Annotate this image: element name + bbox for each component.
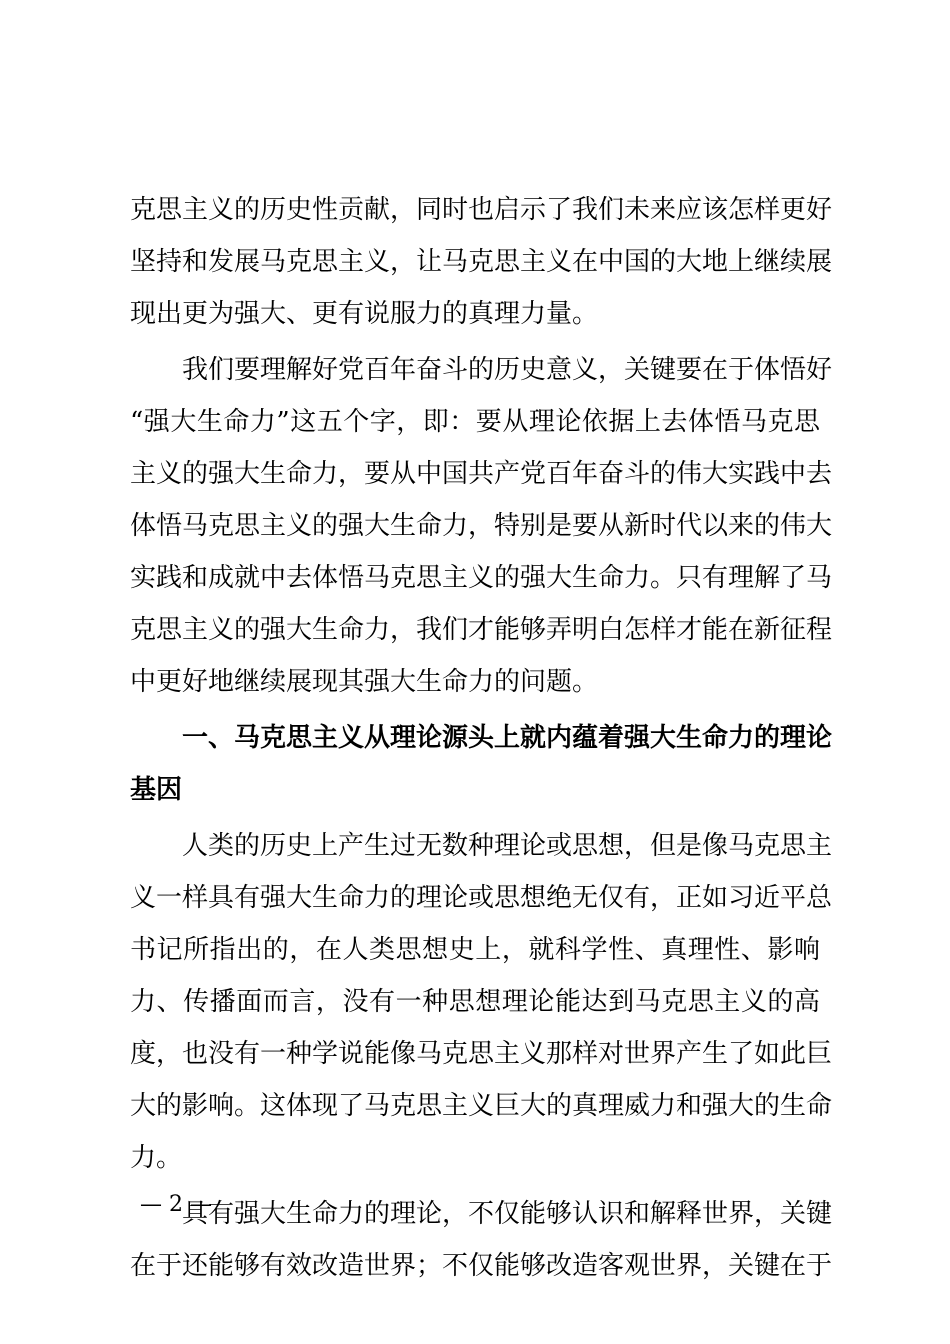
paragraph-line: “强大生命力”这五个字，即：要从理论依据上去体悟马克思 — [130, 407, 820, 437]
section-heading: 一、马克思主义从理论源头上就内蕴着强大生命力的理论 — [182, 723, 833, 753]
paragraph-line: 力。 — [130, 1143, 183, 1173]
paragraph-line: 现出更为强大、更有说服力的真理力量。 — [130, 299, 599, 329]
document-body — [130, 184, 833, 1292]
paragraph-line: 坚持和发展马克思主义，让马克思主义在中国的大地上继续展 — [130, 247, 833, 277]
paragraph-line: 中更好地继续展现其强大生命力的问题。 — [130, 667, 599, 697]
paragraph-line: 力、传播面而言，没有一种思想理论能达到马克思主义的高 — [130, 987, 820, 1017]
section-heading: 基因 — [130, 775, 183, 805]
paragraph-line: 书记所指出的，在人类思想史上，就科学性、真理性、影响 — [130, 935, 820, 965]
paragraph-line: 实践和成就中去体悟马克思主义的强大生命力。只有理解了马 — [130, 563, 833, 593]
paragraph-line: 克思主义的历史性贡献，同时也启示了我们未来应该怎样更好 — [130, 195, 833, 225]
paragraph-line: 度，也没有一种学说能像马克思主义那样对世界产生了如此巨 — [130, 1039, 833, 1069]
paragraph-line: 体悟马克思主义的强大生命力，特别是要从新时代以来的伟大 — [130, 511, 833, 541]
page-number: — 2 — — [140, 1192, 212, 1217]
paragraph-line: 我们要理解好党百年奋斗的历史意义，关键要在于体悟好 — [182, 355, 833, 385]
paragraph-line: 具有强大生命力的理论，不仅能够认识和解释世界，关键 — [182, 1199, 833, 1229]
paragraph-line: 主义的强大生命力，要从中国共产党百年奋斗的伟大实践中去 — [130, 459, 833, 489]
paragraph-line: 义一样具有强大生命力的理论或思想绝无仅有，正如习近平总 — [130, 883, 833, 913]
paragraph-line: 克思主义的强大生命力，我们才能够弄明白怎样才能在新征程 — [130, 615, 833, 645]
paragraph-line: 大的影响。这体现了马克思主义巨大的真理威力和强大的生命 — [130, 1091, 833, 1121]
paragraph-line: 人类的历史上产生过无数种理论或思想，但是像马克思主 — [182, 831, 833, 861]
paragraph-line: 在于还能够有效改造世界；不仅能够改造客观世界，关键在于 — [130, 1251, 833, 1281]
